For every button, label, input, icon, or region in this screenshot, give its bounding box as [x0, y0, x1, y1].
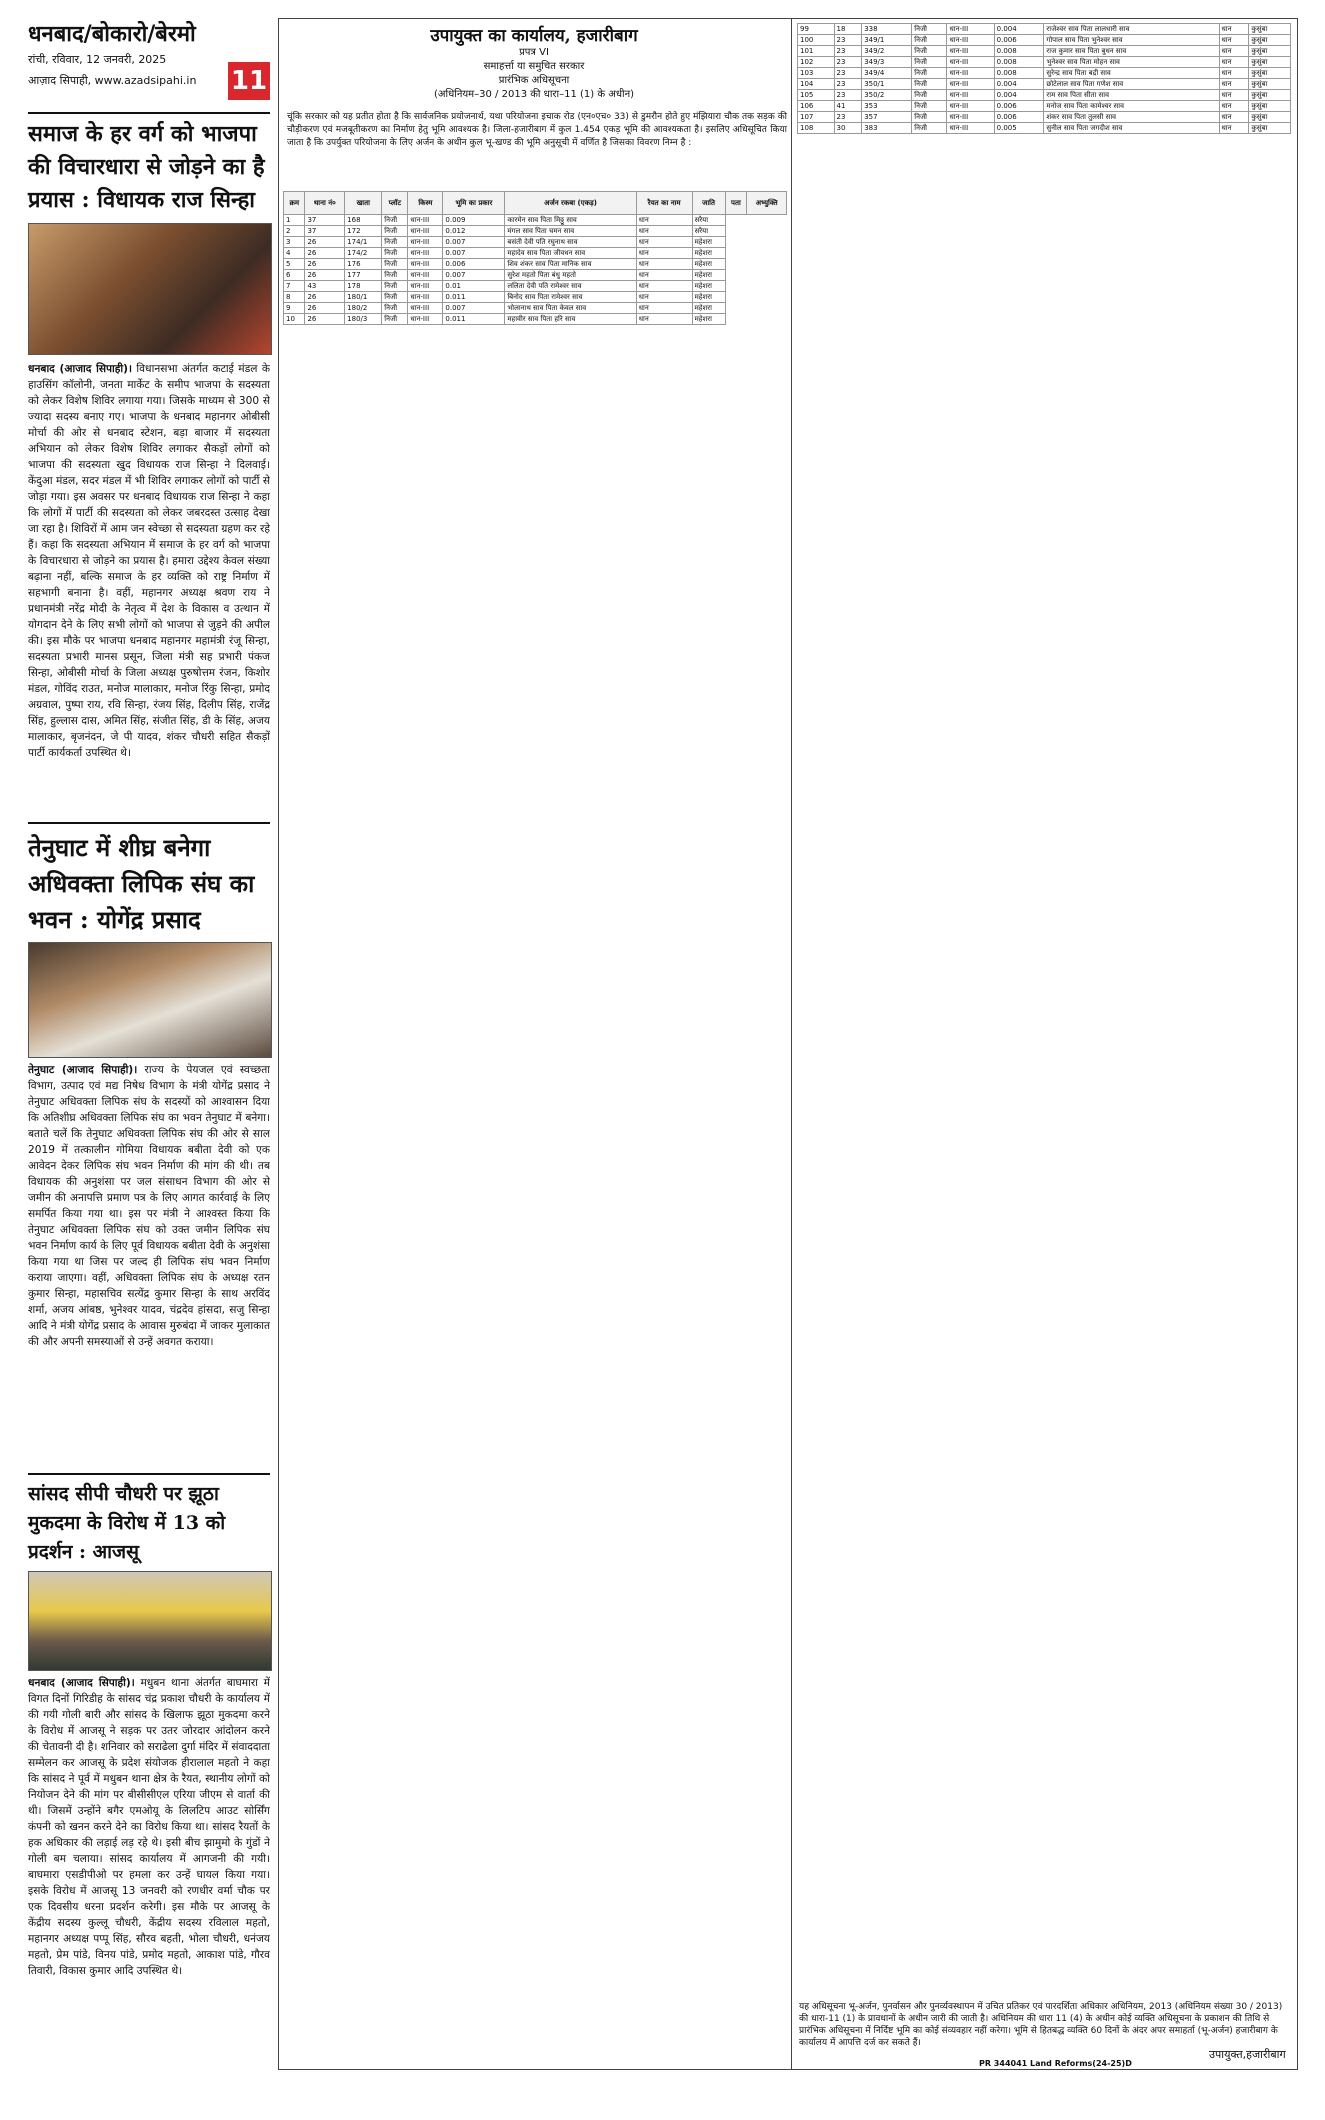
story-2-photo	[28, 942, 272, 1058]
table-cell: सरैया	[692, 215, 725, 226]
table-cell: सरैया	[692, 226, 725, 237]
table-cell: धान	[636, 303, 692, 314]
table-cell: कुसुंबा	[1249, 123, 1291, 134]
table-row	[284, 215, 787, 226]
notice-table-left	[283, 191, 787, 325]
table-cell: 26	[305, 237, 345, 248]
table-cell: कारमेन साव पिता मिठ्ठू साव	[505, 215, 636, 226]
table-cell: 0.008	[994, 46, 1044, 57]
story-3-dateline: धनबाद (आजाद सिपाही)।	[28, 1677, 135, 1689]
table-cell: कुसुंबा	[1249, 112, 1291, 123]
masthead	[28, 20, 270, 132]
notice-intro: चूंकि सरकार को यह प्रतीत होता है कि सार्वजनिक प्रयोजनार्थ, यथा परियोजना इचाक रोड (एन०एच० 33) से डुमरौन होते हुए मंझियारा चौक तक सड़क की चौड़ीकरण एवं मजबूतीकरण का निर्माण हेतु भूमि आवश्यक है। जिला-हजारीबाग में कुल 1.454 एकड़ भूमि की आवश्यकता है। इसलिए अधिसूचित किया जाता है कि उपर्युक्त परियोजना के लिए अर्जन के अधीन कुल भू-खण्ड की भूमि अनुसूची में वर्णित है जिसका विवरण निम्न है :	[287, 112, 787, 148]
table-row	[284, 237, 787, 248]
table-cell: 23	[834, 112, 862, 123]
table-cell: धान-III	[947, 46, 994, 57]
table-cell: 338	[862, 24, 912, 35]
table-cell: 174/1	[345, 237, 382, 248]
table-row	[284, 314, 787, 325]
table-header-cell: जाति	[692, 192, 725, 215]
table-cell: 0.01	[443, 281, 505, 292]
story-1-headline: समाज के हर वर्ग को भाजपा की विचारधारा से जोड़ने का है प्रयास : विधायक राज सिन्हा	[28, 121, 265, 213]
table-cell: धान-III	[947, 24, 994, 35]
story-3	[28, 1480, 270, 2120]
table-row	[284, 226, 787, 237]
table-row	[284, 292, 787, 303]
table-cell: 0.007	[443, 303, 505, 314]
table-cell: 30	[834, 123, 862, 134]
table-cell: 349/1	[862, 35, 912, 46]
masthead-rule	[28, 112, 270, 114]
table-cell: भुनेश्वर साव पिता मोहन साव	[1044, 57, 1219, 68]
table-cell: 180/2	[345, 303, 382, 314]
table-cell: मनोज साव पिता कामेश्वर साव	[1044, 101, 1219, 112]
table-cell: महेशरा	[692, 259, 725, 270]
table-cell: 26	[305, 259, 345, 270]
table-cell: 0.008	[994, 68, 1044, 79]
table-cell: निजी	[912, 24, 947, 35]
story-3-headline: सांसद सीपी चौधरी पर झूठा मुकदमा के विरोध में 13 को प्रदर्शन : आजसू	[28, 1483, 226, 1563]
notice-office: उपायुक्त का कार्यालय, हजारीबाग	[430, 26, 638, 46]
table-cell: महावीर साव पिता हरि साव	[505, 314, 636, 325]
table-row	[798, 24, 1291, 35]
table-cell: 0.006	[994, 112, 1044, 123]
story-divider-2	[28, 1473, 270, 1475]
table-cell: धान-III	[408, 248, 443, 259]
table-cell: धान-III	[408, 270, 443, 281]
table-cell: 5	[284, 259, 305, 270]
table-cell: 0.007	[443, 248, 505, 259]
table-cell: 23	[834, 68, 862, 79]
story-2	[28, 830, 270, 1446]
table-cell: 4	[284, 248, 305, 259]
table-cell: 100	[798, 35, 835, 46]
table-cell: 0.011	[443, 314, 505, 325]
masthead-site: आज़ाद सिपाही, www.azadsipahi.in	[28, 74, 197, 87]
table-cell: महेशरा	[692, 292, 725, 303]
table-header-cell: थाना नं०	[305, 192, 345, 215]
table-cell: धान	[636, 215, 692, 226]
table-cell: धान	[1219, 35, 1249, 46]
table-cell: धान-III	[947, 90, 994, 101]
table-cell: सुनील साव पिता जगदीश साव	[1044, 123, 1219, 134]
table-cell: 23	[834, 57, 862, 68]
table-row	[798, 35, 1291, 46]
table-row	[798, 79, 1291, 90]
table-row	[798, 46, 1291, 57]
table-cell: निजी	[382, 215, 408, 226]
story-divider-1	[28, 822, 270, 824]
table-cell: 23	[834, 46, 862, 57]
table-cell: धान-III	[408, 292, 443, 303]
table-cell: 0.004	[994, 79, 1044, 90]
table-cell: 0.006	[443, 259, 505, 270]
story-2-text: राज्य के पेयजल एवं स्वच्छता विभाग, उत्पाद एवं मद्य निषेध विभाग के मंत्री योगेंद्र प्रसाद ने तेनुघाट अधिवक्ता लिपिक संघ के सदस्यों को आश्वासन दिया कि अतिशीघ्र अधिवक्ता लिपिक संघ का भवन तेनुघाट में बनेगा। बताते चलें कि तेनुघाट अधिवक्ता लिपिक संघ की ओर से साल 2019 में तत्कालीन गोमिया विधायक बबीता देवी को एक आवेदन देकर लिपिक संघ भवन निर्माण की मांग की थी। तब विधायक की अनुशंसा पर जल संसाधन विभाग की ओर से जमीन की अनापत्ति प्रमाण पत्र के लिए आगत कार्रवाई के लिए समर्पित किया गया था। इस पर मंत्री ने आश्वस्त किया कि तेनुघाट अधिवक्ता लिपिक संघ को उक्त जमीन लिपिक संघ भवन निर्माण कार्य के लिए पूर्व विधायक बबीता देवी के अनुशंसा किया गया था जिस पर जल्द ही लिपिक संघ भवन निर्माण कराया जाएगा। वहीं, अधिवक्ता लिपिक संघ के अध्यक्ष रतन कुमार सिन्हा, महासचिव सत्येंद्र कुमार सिन्हा के साथ अरविंद शर्मा, अजय आंबष्ठ, भुनेश्वर यादव, चंद्रदेव हांसदा, सजु सिन्हा आदि ने मंत्री योगेंद्र प्रसाद के आवास मुरुबंदा में जाकर मुलाकात की और अपनी समस्याओं से उन्हें अवगत कराया।	[28, 1064, 270, 1348]
table-cell: धान	[636, 259, 692, 270]
table-cell: सुरेश महतो पिता बंधु महतो	[505, 270, 636, 281]
table-cell: 37	[305, 226, 345, 237]
story-3-body	[28, 1675, 270, 2120]
table-cell: धान-III	[947, 123, 994, 134]
masthead-date: रांची, रविवार, 12 जनवरी, 2025	[28, 53, 167, 66]
story-1-body	[28, 361, 270, 809]
table-row	[284, 303, 787, 314]
table-cell: भोलानाथ साव पिता केवल साव	[505, 303, 636, 314]
table-cell: 101	[798, 46, 835, 57]
table-cell: धान	[636, 237, 692, 248]
table-cell: 23	[834, 35, 862, 46]
table-cell: धान-III	[947, 35, 994, 46]
story-2-body	[28, 1062, 270, 1446]
table-cell: महेशरा	[692, 237, 725, 248]
table-cell: धान-III	[408, 314, 443, 325]
table-cell: 23	[834, 79, 862, 90]
table-cell: 349/2	[862, 46, 912, 57]
table-header-cell: खाता	[345, 192, 382, 215]
table-cell: 3	[284, 237, 305, 248]
table-cell: 102	[798, 57, 835, 68]
table-cell: कुसुंबा	[1249, 101, 1291, 112]
table-cell: धान	[636, 281, 692, 292]
table-cell: कुसुंबा	[1249, 79, 1291, 90]
notice-header	[279, 19, 789, 102]
notice-table-right	[797, 23, 1291, 134]
table-header-cell: अर्जन रकबा (एकड़)	[505, 192, 636, 215]
page-number: 11	[228, 62, 270, 100]
table-cell: 43	[305, 281, 345, 292]
land-acquisition-notice	[278, 18, 1298, 2070]
table-cell: धान-III	[947, 79, 994, 90]
table-cell: 26	[305, 314, 345, 325]
table-cell: कुसुंबा	[1249, 57, 1291, 68]
table-row	[798, 90, 1291, 101]
table-cell: निजी	[912, 35, 947, 46]
table-cell: 174/2	[345, 248, 382, 259]
table-cell: 357	[862, 112, 912, 123]
table-cell: धान-III	[947, 57, 994, 68]
notice-form: प्रपत्र VI	[519, 47, 549, 58]
story-1-dateline: धनबाद (आजाद सिपाही)।	[28, 363, 133, 375]
table-cell: धान-III	[408, 259, 443, 270]
table-cell: 8	[284, 292, 305, 303]
table-cell: 108	[798, 123, 835, 134]
table-cell: निजी	[382, 314, 408, 325]
table-cell: धान	[1219, 68, 1249, 79]
table-cell: 37	[305, 215, 345, 226]
table-cell: कुसुंबा	[1249, 46, 1291, 57]
table-cell: धान	[1219, 79, 1249, 90]
table-cell: कुसुंबा	[1249, 24, 1291, 35]
story-3-photo	[28, 1571, 272, 1671]
table-cell: 353	[862, 101, 912, 112]
table-cell: धान	[636, 226, 692, 237]
table-cell: धान-III	[408, 237, 443, 248]
table-cell: महेशरा	[692, 314, 725, 325]
notice-sub1: समाहर्त्ता या समुचित सरकार	[483, 61, 585, 72]
table-row	[284, 259, 787, 270]
table-cell: महेशरा	[692, 270, 725, 281]
table-cell: धान-III	[408, 215, 443, 226]
table-cell: 0.008	[994, 57, 1044, 68]
table-cell: 41	[834, 101, 862, 112]
table-header-cell: क्रम	[284, 192, 305, 215]
table-cell: बसंती देवी पति रघुनाथ साव	[505, 237, 636, 248]
table-cell: निजी	[382, 259, 408, 270]
story-2-headline: तेनुघाट में शीघ्र बनेगा अधिवक्ता लिपिक संघ का भवन : योगेंद्र प्रसाद	[28, 833, 255, 934]
table-cell: धान-III	[947, 68, 994, 79]
table-cell: 168	[345, 215, 382, 226]
table-cell: 104	[798, 79, 835, 90]
table-row	[284, 281, 787, 292]
table-cell: कुसुंबा	[1249, 90, 1291, 101]
table-cell: 349/4	[862, 68, 912, 79]
notice-footer: यह अधिसूचना भू-अर्जन, पुनर्वासन और पुनर्व्यवस्थापन में उचित प्रतिकर एवं पारदर्शिता अधिकार अधिनियम, 2013 (अधिनियम संख्या 30 / 2013) की धारा-11 (1) के प्रावधानों के अधीन जारी की जाती है। अधिनियम की धारा 11 (4) के अधीन कोई व्यक्ति अधिसूचना के प्रकाशन की तिथि से प्रारंभिक अधिसूचना में निर्दिष्ट भूमि का कोई संव्यवहार नहीं करेगा। भूमि से हितबद्ध व्यक्ति 60 दिनों के अंदर अपर समाहर्ता (भू-अर्जन) हजारीबाग के कार्यालय में आपत्ति दर्ज कर सकते हैं।	[799, 2002, 1283, 2048]
table-cell: धान-III	[408, 281, 443, 292]
table-header-cell: रैयत का नाम	[636, 192, 692, 215]
table-cell: निजी	[912, 68, 947, 79]
table-cell: निजी	[912, 90, 947, 101]
table-cell: निजी	[382, 237, 408, 248]
table-header-row	[284, 192, 787, 215]
table-cell: 99	[798, 24, 835, 35]
story-3-text: मधुबन थाना अंतर्गत बाघमारा में विगत दिनों गिरिडीह के सांसद चंद्र प्रकाश चौधरी के कार्यालय में की गयी गोली बारी और सांसद के खिलाफ झूठा मुकदमा करने के विरोध में आजसू ने सड़क पर उतर जोरदार आंदोलन करने की चेतावनी दी है। शनिवार को सराढेला दुर्गा मंदिर में संवाददाता सम्मेलन कर आजसू के प्रदेश संयोजक हीरालाल महतो ने कहा कि सांसद ने पूर्व में मधुबन थाना क्षेत्र के रैयत, स्थानीय लोगों को नियोजन देने की मांग पर बीसीसीएल एरिया जीएम से वार्ता की थी। जिसमें उन्होंने बगैर एमओयू के लिलटिप आउट सोर्सिंग कंपनी को खनन करने देने का विरोध किया था। सांसद रैयतों के हक अधिकार की लड़ाई लड़ रहे थे। इसी बीच झामुमो के गुंडों ने गोली बम चलाया। सांसद कार्यालय में आगजनी की गयी। बाघमारा एसडीपीओ पर हमला कर उन्हें घायल किया गया। इसके विरोध में आजसू 13 जनवरी को रणधीर वर्मा चौक पर एक दिवसीय धरना प्रदर्शन करेगी। इस मौके पर आजसू के केंद्रीय सदस्य कुल्लू चौधरी, केंद्रीय सदस्य रविलाल महतो, महानगर अध्यक्ष पप्पू सिंह, सौरव बहती, भोला चौधरी, धनंजय महतो, प्रेम पांडे, विनय पांडे, प्रमोद महतो, आकाश पांडे, गौरव तिवारी, विकास कुमार आदि उपस्थित थे।	[28, 1677, 270, 1977]
table-cell: 180/1	[345, 292, 382, 303]
table-row	[798, 68, 1291, 79]
table-cell: धान	[1219, 90, 1249, 101]
table-cell: निजी	[382, 292, 408, 303]
story-1	[28, 118, 270, 809]
table-cell: धान-III	[947, 112, 994, 123]
table-cell: 18	[834, 24, 862, 35]
table-cell: निजी	[912, 101, 947, 112]
table-cell: 0.005	[994, 123, 1044, 134]
table-cell: 6	[284, 270, 305, 281]
notice-column-divider	[791, 19, 792, 2069]
table-cell: धान	[636, 248, 692, 259]
table-cell: 0.004	[994, 24, 1044, 35]
table-row	[798, 123, 1291, 134]
table-cell: 107	[798, 112, 835, 123]
table-cell: 177	[345, 270, 382, 281]
table-cell: महेशरा	[692, 303, 725, 314]
table-cell: 0.006	[994, 101, 1044, 112]
pr-number: PR 344041 Land Reforms(24-25)D	[979, 2059, 1132, 2068]
table-cell: निजी	[912, 57, 947, 68]
table-cell: बिनोद साव पिता रामेश्वर साव	[505, 292, 636, 303]
table-cell: 105	[798, 90, 835, 101]
table-cell: 2	[284, 226, 305, 237]
table-cell: निजी	[912, 46, 947, 57]
notice-sub2: प्रारंभिक अधिसूचना	[498, 75, 570, 86]
story-1-photo	[28, 223, 272, 355]
table-cell: धान	[1219, 101, 1249, 112]
table-cell: मंगल साव पिता चमन साव	[505, 226, 636, 237]
table-cell: धान	[1219, 46, 1249, 57]
table-cell: 176	[345, 259, 382, 270]
table-cell: महेशरा	[692, 281, 725, 292]
table-cell: धान	[636, 270, 692, 281]
table-cell: राजेश्वर साव पिता लालधारी साव	[1044, 24, 1219, 35]
table-cell: निजी	[912, 79, 947, 90]
table-cell: 103	[798, 68, 835, 79]
table-cell: राम साव पिता सीता साव	[1044, 90, 1219, 101]
table-cell: 0.007	[443, 237, 505, 248]
signature: उपायुक्त,हजारीबाग	[1209, 2048, 1286, 2061]
table-cell: 0.011	[443, 292, 505, 303]
table-cell: शंकर साव पिता तुलसी साव	[1044, 112, 1219, 123]
table-cell: ललिता देवी पति रामेश्वर साव	[505, 281, 636, 292]
table-cell: कुसुंबा	[1249, 68, 1291, 79]
table-cell: धान	[1219, 123, 1249, 134]
table-cell: 26	[305, 292, 345, 303]
table-cell: 0.006	[994, 35, 1044, 46]
table-cell: निजी	[382, 303, 408, 314]
table-row	[284, 248, 787, 259]
table-cell: धान	[1219, 112, 1249, 123]
table-cell: 106	[798, 101, 835, 112]
table-cell: धान	[1219, 57, 1249, 68]
table-header-cell: भूमि का प्रकार	[443, 192, 505, 215]
notice-act: (अधिनियम–30 / 2013 की धारा–11 (1) के अधीन)	[433, 89, 635, 100]
table-cell: निजी	[382, 248, 408, 259]
table-cell: निजी	[912, 123, 947, 134]
table-cell: महेशरा	[692, 248, 725, 259]
table-cell: 0.007	[443, 270, 505, 281]
table-cell: राज कुमार साव पिता बुधन साव	[1044, 46, 1219, 57]
table-row	[284, 270, 787, 281]
table-cell: 23	[834, 90, 862, 101]
table-cell: सुरेन्द्र साव पिता बद्री साव	[1044, 68, 1219, 79]
table-cell: महादेव साव पिता जीवधन साव	[505, 248, 636, 259]
table-header-cell: किस्म	[408, 192, 443, 215]
table-row	[798, 101, 1291, 112]
table-cell: धान	[1219, 24, 1249, 35]
table-cell: धान-III	[408, 303, 443, 314]
table-header-cell: पता	[725, 192, 747, 215]
table-cell: धान-III	[947, 101, 994, 112]
table-cell: 1	[284, 215, 305, 226]
table-cell: 350/2	[862, 90, 912, 101]
table-cell: 172	[345, 226, 382, 237]
table-cell: शिव शंकर साव पिता मानिक साव	[505, 259, 636, 270]
table-cell: 350/1	[862, 79, 912, 90]
table-cell: धान	[636, 314, 692, 325]
table-cell: 383	[862, 123, 912, 134]
table-header-cell: अभ्युक्ति	[747, 192, 787, 215]
table-cell: 178	[345, 281, 382, 292]
table-cell: 26	[305, 270, 345, 281]
table-row	[798, 57, 1291, 68]
table-cell: 0.009	[443, 215, 505, 226]
table-cell: गोपाल साव पिता भुनेश्वर साव	[1044, 35, 1219, 46]
story-1-text: विधानसभा अंतर्गत कटाई मंडल के हाउसिंग कॉलोनी, जनता मार्केट के समीप भाजपा के सदस्यता को लेकर विशेष शिविर लगाया गया। जिसके माध्यम से 300 से ज्यादा सदस्य बनाए गए। भाजपा के धनबाद महानगर ओबीसी मोर्चा की ओर से धनबाद स्टेशन, बड़ा बाजार में सदस्यता अभियान को लेकर विशेष शिविर लगाकर सैकड़ों लोगों को भाजपा की सदस्यता खुद विधायक राज सिन्हा ने दिलवाई। केंदुआ मंडल, सदर मंडल में भी शिविर लगाकर लोगों को पार्टी से जोड़ा गया। इस अवसर पर धनबाद विधायक राज सिन्हा ने कहा कि लोगों में पार्टी की सदस्यता को लेकर जबरदस्त उत्साह देखा जा रहा है। शिविरों में आम जन स्वेच्छा से सदस्यता ग्रहण कर रहे हैं। कहा कि सदस्यता अभियान में समाज के हर वर्ग को भाजपा के विचारधारा से जोड़ने का प्रयास है। हमारा उद्देश्य केवल संख्या बढ़ाना नहीं, बल्कि समाज के हर व्यक्ति को राष्ट्र निर्माण में सहभागी बनाना है। वहीं, महानगर अध्यक्ष श्रवण राय ने प्रधानमंत्री नरेंद्र मोदी के नेतृत्व में देश के विकास व उत्थान में योगदान देने के लिए सभी लोगों को भाजपा से जुड़ने की अपील की। इस मौके पर भाजपा धनबाद महानगर महामंत्री रंजू सिन्हा, सदस्यता प्रभारी मानस प्रसून, जिला मंत्री सह प्रभारी पंकज सिन्हा, ओबीसी मोर्चा के जिला अध्यक्ष पुरुषोत्तम रंजन, किशोर मंडल, गोविंद राउत, मनोज मालाकार, मनोज रिंकु सिन्हा, प्रमोद अग्रवाल, पुष्पा राय, रवि सिन्हा, रंजय सिंह, दिलीप सिंह, राजेंद्र सिंह, हुल्लास दास, अमित सिंह, संजीत सिंह, डी के सिंह, अजय मालाकार, बृजनंदन, जे पी यादव, शंकर चौधरी सहित सैकड़ों पार्टी कार्यकर्ता उपस्थित थे।	[28, 363, 270, 759]
table-row	[798, 112, 1291, 123]
table-cell: कुसुंबा	[1249, 35, 1291, 46]
table-cell: छोटेलाल साव पिता गणेश साव	[1044, 79, 1219, 90]
table-cell: 9	[284, 303, 305, 314]
table-cell: 26	[305, 248, 345, 259]
table-cell: 349/3	[862, 57, 912, 68]
table-header-cell: प्लॉट	[382, 192, 408, 215]
story-2-dateline: तेनुघाट (आजाद सिपाही)।	[28, 1064, 138, 1076]
masthead-title: धनबाद/बोकारो/बेरमो	[28, 21, 196, 47]
table-cell: धान	[636, 292, 692, 303]
table-cell: 0.004	[994, 90, 1044, 101]
table-cell: 0.012	[443, 226, 505, 237]
table-cell: धान-III	[408, 226, 443, 237]
table-cell: 180/3	[345, 314, 382, 325]
table-cell: 10	[284, 314, 305, 325]
table-cell: निजी	[382, 281, 408, 292]
table-cell: निजी	[912, 112, 947, 123]
table-cell: 7	[284, 281, 305, 292]
table-cell: निजी	[382, 270, 408, 281]
table-cell: निजी	[382, 226, 408, 237]
table-cell: 26	[305, 303, 345, 314]
